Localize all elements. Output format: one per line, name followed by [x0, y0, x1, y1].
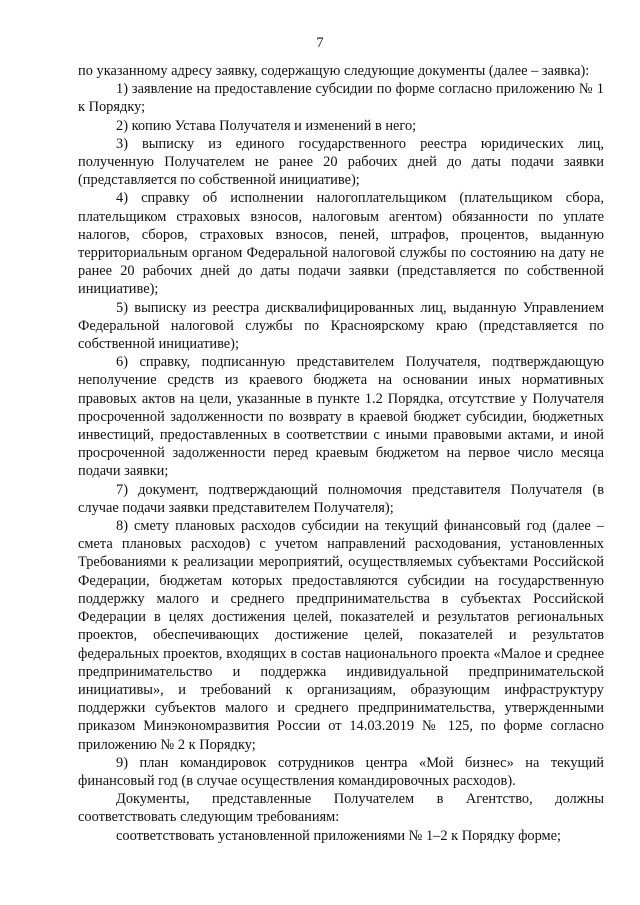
list-item-4: 4) справку об исполнении налогоплательщиком (плательщиком сбора, плательщиком страховых взносов, налоговым агентом) обязанности по уплате налогов, сборов, страховых взносов, пеней, штрафов, процентов, выданную территориальным органом Федеральной налоговой службы по состоянию на дату не ранее 20 рабочих дней до даты подачи заявки (представляется по собственной инициативе); [78, 190, 604, 298]
requirement-item: соответствовать установленной приложениями № 1–2 к Порядку форме; [116, 827, 562, 844]
requirements-intro: Документы, представленные Получателем в Агентство, должны соответствовать следующим требованиям: [78, 791, 604, 826]
page-number: 7 [316, 35, 324, 51]
list-item-8: 8) смету плановых расходов субсидии на текущий финансовый год (далее – смета плановых расходов) с учетом направлений расходования, установленных Требованиями к реализации мероприятий, осуществляемых субъектами Российской Федерации, бюджетам которых предоставляются субсидии на государственную поддержку малого и среднего предпринимательства в субъектах Российской Федерации в целях достижения целей, показателей и результатов региональных проектов, обеспечивающих достижение целей, показателей и результатов федеральных проектов, входящих в состав национального проекта «Малое и среднее предпринимательство и поддержка индивидуальной предпринимательской инициативы», и требований к организациям, образующим инфраструктуру поддержки субъектов малого и среднего предпринимательства, утвержденными приказом Минэкономразвития России от 14.03.2019 № 125, по форме согласно приложению № 2 к Порядку; [78, 518, 604, 753]
list-item-5: 5) выписку из реестра дисквалифицированных лиц, выданную Управлением Федеральной налоговой службы по Красноярскому краю (представляется по собственной инициативе); [78, 299, 604, 353]
list-item-9: 9) план командировок сотрудников центра «Мой бизнес» на текущий финансовый год (в случае осуществления командировочных расходов). [78, 754, 604, 789]
list-item-7: 7) документ, подтверждающий полномочия представителя Получателя (в случае подачи заявки представителем Получателя); [78, 481, 604, 516]
document-body [78, 62, 604, 845]
list-item-6: 6) справку, подписанную представителем Получателя, подтверждающую неполучение средств из краевого бюджета на основании иных нормативных правовых актов на цели, указанные в пункте 1.2 Порядка, отсутствие у Получателя просроченной задолженности по возврату в краевой бюджет субсидии, бюджетных инвестиций, предоставленных в соответствии с иными правовыми актами, и иной просроченной задолженности перед краевым бюджетом на первое число месяца подачи заявки; [78, 354, 604, 480]
list-item-2: 2) копию Устава Получателя и изменений в него; [116, 117, 417, 134]
paragraph-intro: по указанному адресу заявку, содержащую следующие документы (далее – заявка): [78, 63, 590, 79]
list-item-3: 3) выписку из единого государственного реестра юридических лиц, полученную Получателем не ранее 20 рабочих дней до даты подачи заявки (представляется по собственной инициативе); [78, 135, 604, 189]
list-item-1: 1) заявление на предоставление субсидии по форме согласно приложению № 1 к Порядку; [78, 81, 604, 116]
